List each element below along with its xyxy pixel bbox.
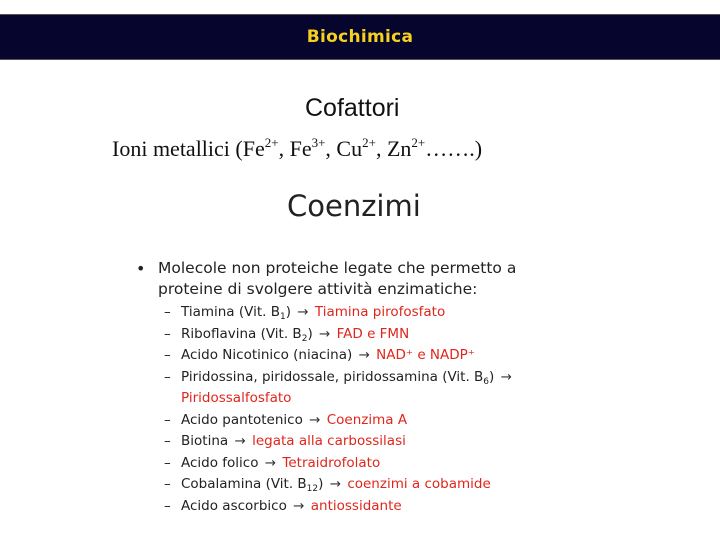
ion-fe2: $Fe^{2+}$,: [242, 135, 290, 161]
coenzyme-list: [164, 302, 604, 517]
ion-fe3: $Fe^{3+}$,: [289, 135, 337, 161]
ions-suffix: …….): [425, 136, 483, 161]
dash-icon: –: [164, 476, 171, 492]
vitamin-close: ): [285, 304, 291, 320]
arrow-icon: →: [264, 454, 277, 471]
arrow-icon: →: [234, 433, 246, 449]
ion-cu2: $Cu^{2+}$,: [336, 135, 387, 161]
coenzyme-product: legata alla carbossilasi: [252, 433, 406, 449]
coenzyme-product: Tiamina pirofosfato: [314, 304, 446, 320]
arrow-icon: →: [500, 368, 512, 385]
list-item: [164, 474, 604, 496]
header-title: Biochimica: [306, 27, 414, 47]
vitamin-close: ): [318, 476, 324, 492]
vitamin-name: Tiamina (Vit. B: [181, 304, 280, 320]
list-item: [164, 324, 604, 346]
arrow-icon: →: [319, 325, 331, 342]
list-item: [164, 453, 604, 475]
ion-zn2: $Zn^{2+}$: [386, 135, 426, 161]
ions-prefix: Ioni metallici (: [112, 136, 243, 161]
vitamin-name: Cobalamina (Vit. B: [181, 476, 307, 492]
list-item: [164, 345, 604, 367]
coenzyme-product: FAD e FMN: [336, 325, 410, 342]
section-title: Coenzimi: [287, 189, 421, 223]
arrow-icon: →: [297, 304, 309, 320]
bullet-text: [158, 258, 606, 300]
coenzyme-product: Coenzima A: [326, 411, 408, 428]
main-bullet: [136, 258, 606, 300]
metal-ions-line: [112, 136, 482, 162]
coenzyme-product: Tetraidrofolato: [282, 454, 381, 471]
dash-icon: –: [164, 433, 171, 449]
dash-icon: –: [164, 497, 171, 514]
dash-icon: –: [164, 325, 171, 342]
header-bar: [0, 14, 720, 60]
vitamin-subscript: 2: [301, 333, 308, 344]
bullet-line-1: Molecole non proteiche legate che permetto a: [158, 259, 517, 277]
arrow-icon: →: [358, 347, 370, 363]
vitamin-close: ): [307, 325, 313, 342]
vitamin-name: Acido folico: [181, 454, 259, 471]
dash-icon: –: [164, 347, 171, 363]
vitamin-subscript: 12: [306, 484, 319, 494]
vitamin-name: Piridossina, piridossale, piridossamina (Vit. B: [181, 368, 484, 385]
vitamin-subscript: 6: [483, 376, 490, 387]
vitamin-name: Acido ascorbico: [181, 497, 287, 514]
list-item: [164, 431, 604, 453]
vitamin-close: ): [489, 368, 495, 385]
bullet-line-2: proteine di svolgere attività enzimatiche:: [158, 280, 478, 298]
dash-icon: –: [164, 454, 171, 471]
coenzyme-product: NAD⁺ e NADP⁺: [376, 347, 475, 363]
bullet-icon: •: [136, 259, 146, 278]
dash-icon: –: [164, 411, 171, 428]
vitamin-name: Acido Nicotinico (niacina): [181, 347, 353, 363]
vitamin-subscript: 1: [279, 312, 286, 322]
slide-subtitle: Cofattori: [305, 94, 400, 122]
vitamin-name: Acido pantotenico: [181, 411, 303, 428]
list-item: [164, 302, 604, 324]
coenzyme-product: antiossidante: [310, 497, 402, 514]
dash-icon: –: [164, 368, 171, 385]
vitamin-name: Riboflavina (Vit. B: [181, 325, 302, 342]
list-item: [164, 410, 604, 432]
list-item: [164, 496, 604, 518]
coenzyme-product: coenzimi a cobamide: [347, 476, 491, 492]
vitamin-name: Biotina: [181, 433, 229, 449]
list-item: [164, 367, 604, 410]
dash-icon: –: [164, 304, 171, 320]
coenzyme-product: Piridossalfosfato: [181, 390, 292, 406]
arrow-icon: →: [309, 411, 321, 428]
arrow-icon: →: [293, 497, 305, 514]
arrow-icon: →: [329, 476, 342, 492]
